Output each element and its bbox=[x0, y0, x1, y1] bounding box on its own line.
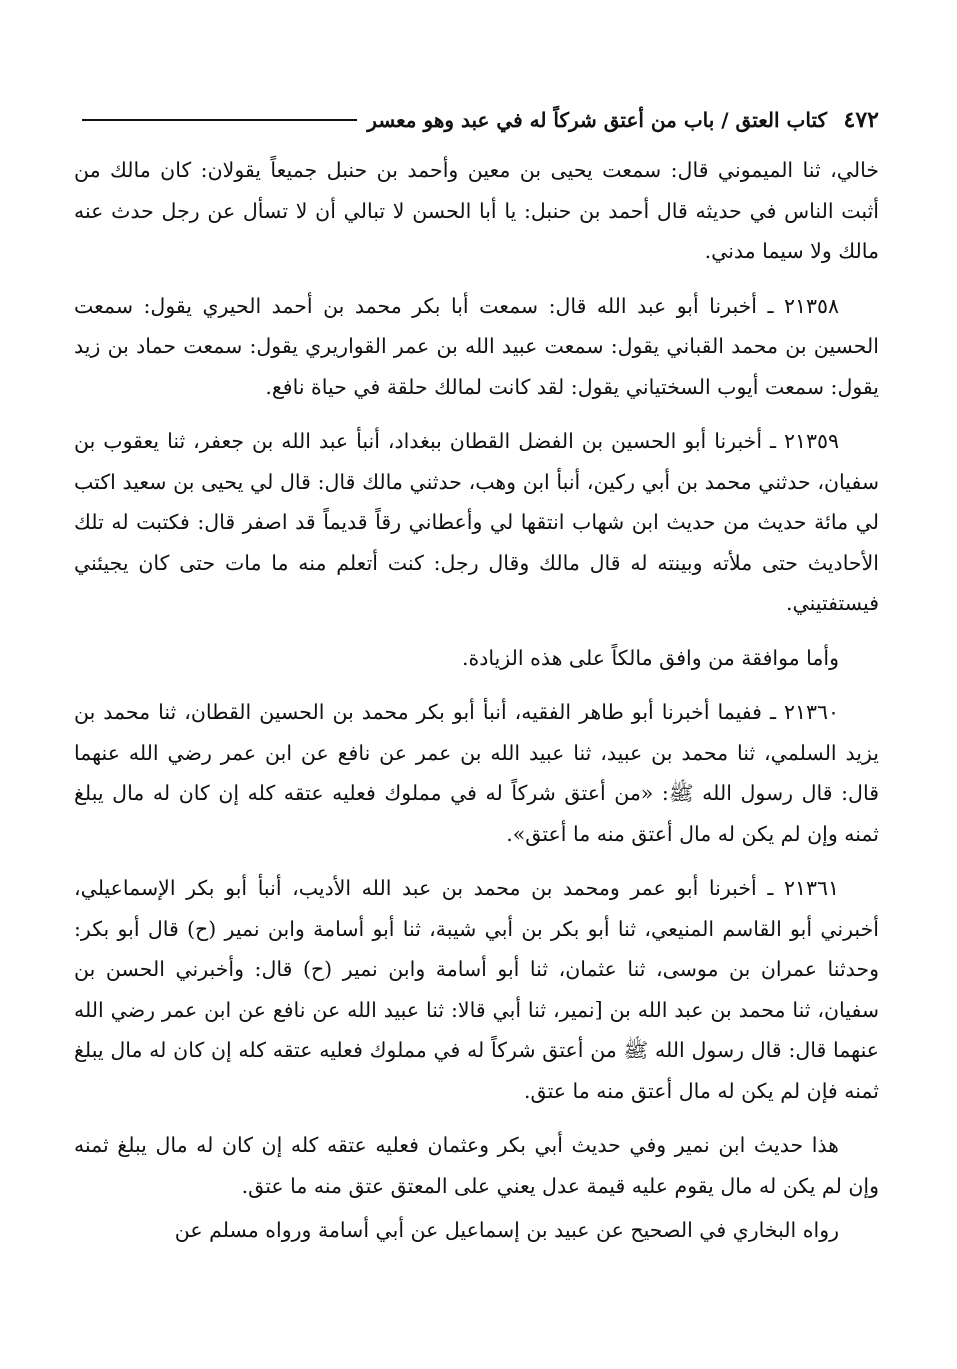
commentary-paragraph: هذا حديث ابن نمير وفي حديث أبي بكر وعثمان فعليه عتقه كله إن كان له مال يبلغ ثمنه وإن لم يكن له مال يقوم عليه قيمة عدل يعني على المعتق عتق منه ما عتق. bbox=[74, 1133, 879, 1198]
commentary-paragraph: رواه البخاري في الصحيح عن عبيد بن إسماعيل عن أبي أسامة ورواه مسلم عن bbox=[174, 1218, 839, 1242]
hadith-21360: ٢١٣٦٠ ـ ففيما أخبرنا أبو طاهر الفقيه، أنبأ أبو بكر محمد بن الحسين القطان، ثنا محمد بن يزيد السلمي، ثنا محمد بن عبيد، ثنا عبيد الله بن عمر عن نافع عن ابن عمر رضي الله عنهما قال: قال رسول الله ﷺ: «من أعتق شركاً له في مملوك فعليه عتقه كله إن كان له مال يبلغ ثمنه وإن لم يكن له مال أعتق منه ما أعتق». bbox=[74, 700, 879, 846]
header-title: كتاب العتق / باب من أعتق شركاً له في عبد وهو معسر bbox=[367, 108, 827, 132]
running-header bbox=[72, 104, 827, 136]
hadith-21358: ٢١٣٥٨ ـ أخبرنا أبو عبد الله قال: سمعت أبا بكر محمد بن أحمد الحيري يقول: سمعت الحسين بن محمد القباني يقول: سمعت عبيد الله بن عمر القواريري يقول: سمعت حماد بن زيد يقول: سمعت أيوب السختياني يقول: لقد كانت لمالك حلقة في حياة نافع. bbox=[74, 293, 879, 399]
hadith-21361: ٢١٣٦١ ـ أخبرنا أبو عمر ومحمد بن محمد بن عبد الله الأديب، أنبأ أبو بكر الإسماعيلي، أخبرني أبو القاسم المنيعي، ثنا أبو بكر بن أبي شيبة، ثنا أبو أسامة وابن نمير (ح) قال أبو بكر: وحدثنا عمران بن موسى، ثنا عثمان، ثنا أبو أسامة وابن نمير (ح) قال: وأخبرني الحسن بن سفيان، ثنا محمد بن عبد الله بن [نمير، ثنا أبي قالا: ثنا عبيد الله عن نافع عن ابن عمر رضي الله عنهما قال: قال رسول الله ﷺ من أعتق شركاً له في مملوك فعليه عتقه كله إن كان له مال يبلغ ثمنه فإن لم يكن له مال أعتق منه ما عتق. bbox=[74, 876, 879, 1103]
page-number: ٤٧٢ bbox=[843, 107, 879, 133]
page-body bbox=[74, 150, 879, 1265]
hadith-21359: ٢١٣٥٩ ـ أخبرنا أبو الحسين بن الفضل القطان ببغداد، أنبأ عبد الله بن جعفر، ثنا يعقوب بن سفيان، حدثني محمد بن أبي ركين، أنبأ ابن وهب، حدثني مالك قال: قال لي يحيى بن سعيد اكتب لي مائة حديث من حديث ابن شهاب انتقها لي وأعطاني رقاً قديماً قد اصفر قال: فكتبت له تلك الأحاديث حتى ملأته وبينته له قال مالك وقال رجل: كنت أتعلم منه ما مات حتى كان يجيئني فيستفتيني. bbox=[74, 429, 879, 615]
paragraph-continuation: خالي، ثنا الميموني قال: سمعت يحيى بن معين وأحمد بن حنبل جميعاً يقولان: كان مالك من أثبت الناس في حديثه قال أحمد بن حنبل: يا أبا الحسن لا تبالي أن لا تسأل عن رجل حدث عنه مالك ولا سيما مدني. bbox=[74, 158, 879, 263]
commentary-paragraph: وأما موافقة من وافق مالكاً على هذه الزيادة. bbox=[462, 645, 839, 670]
header-rule bbox=[82, 119, 357, 121]
